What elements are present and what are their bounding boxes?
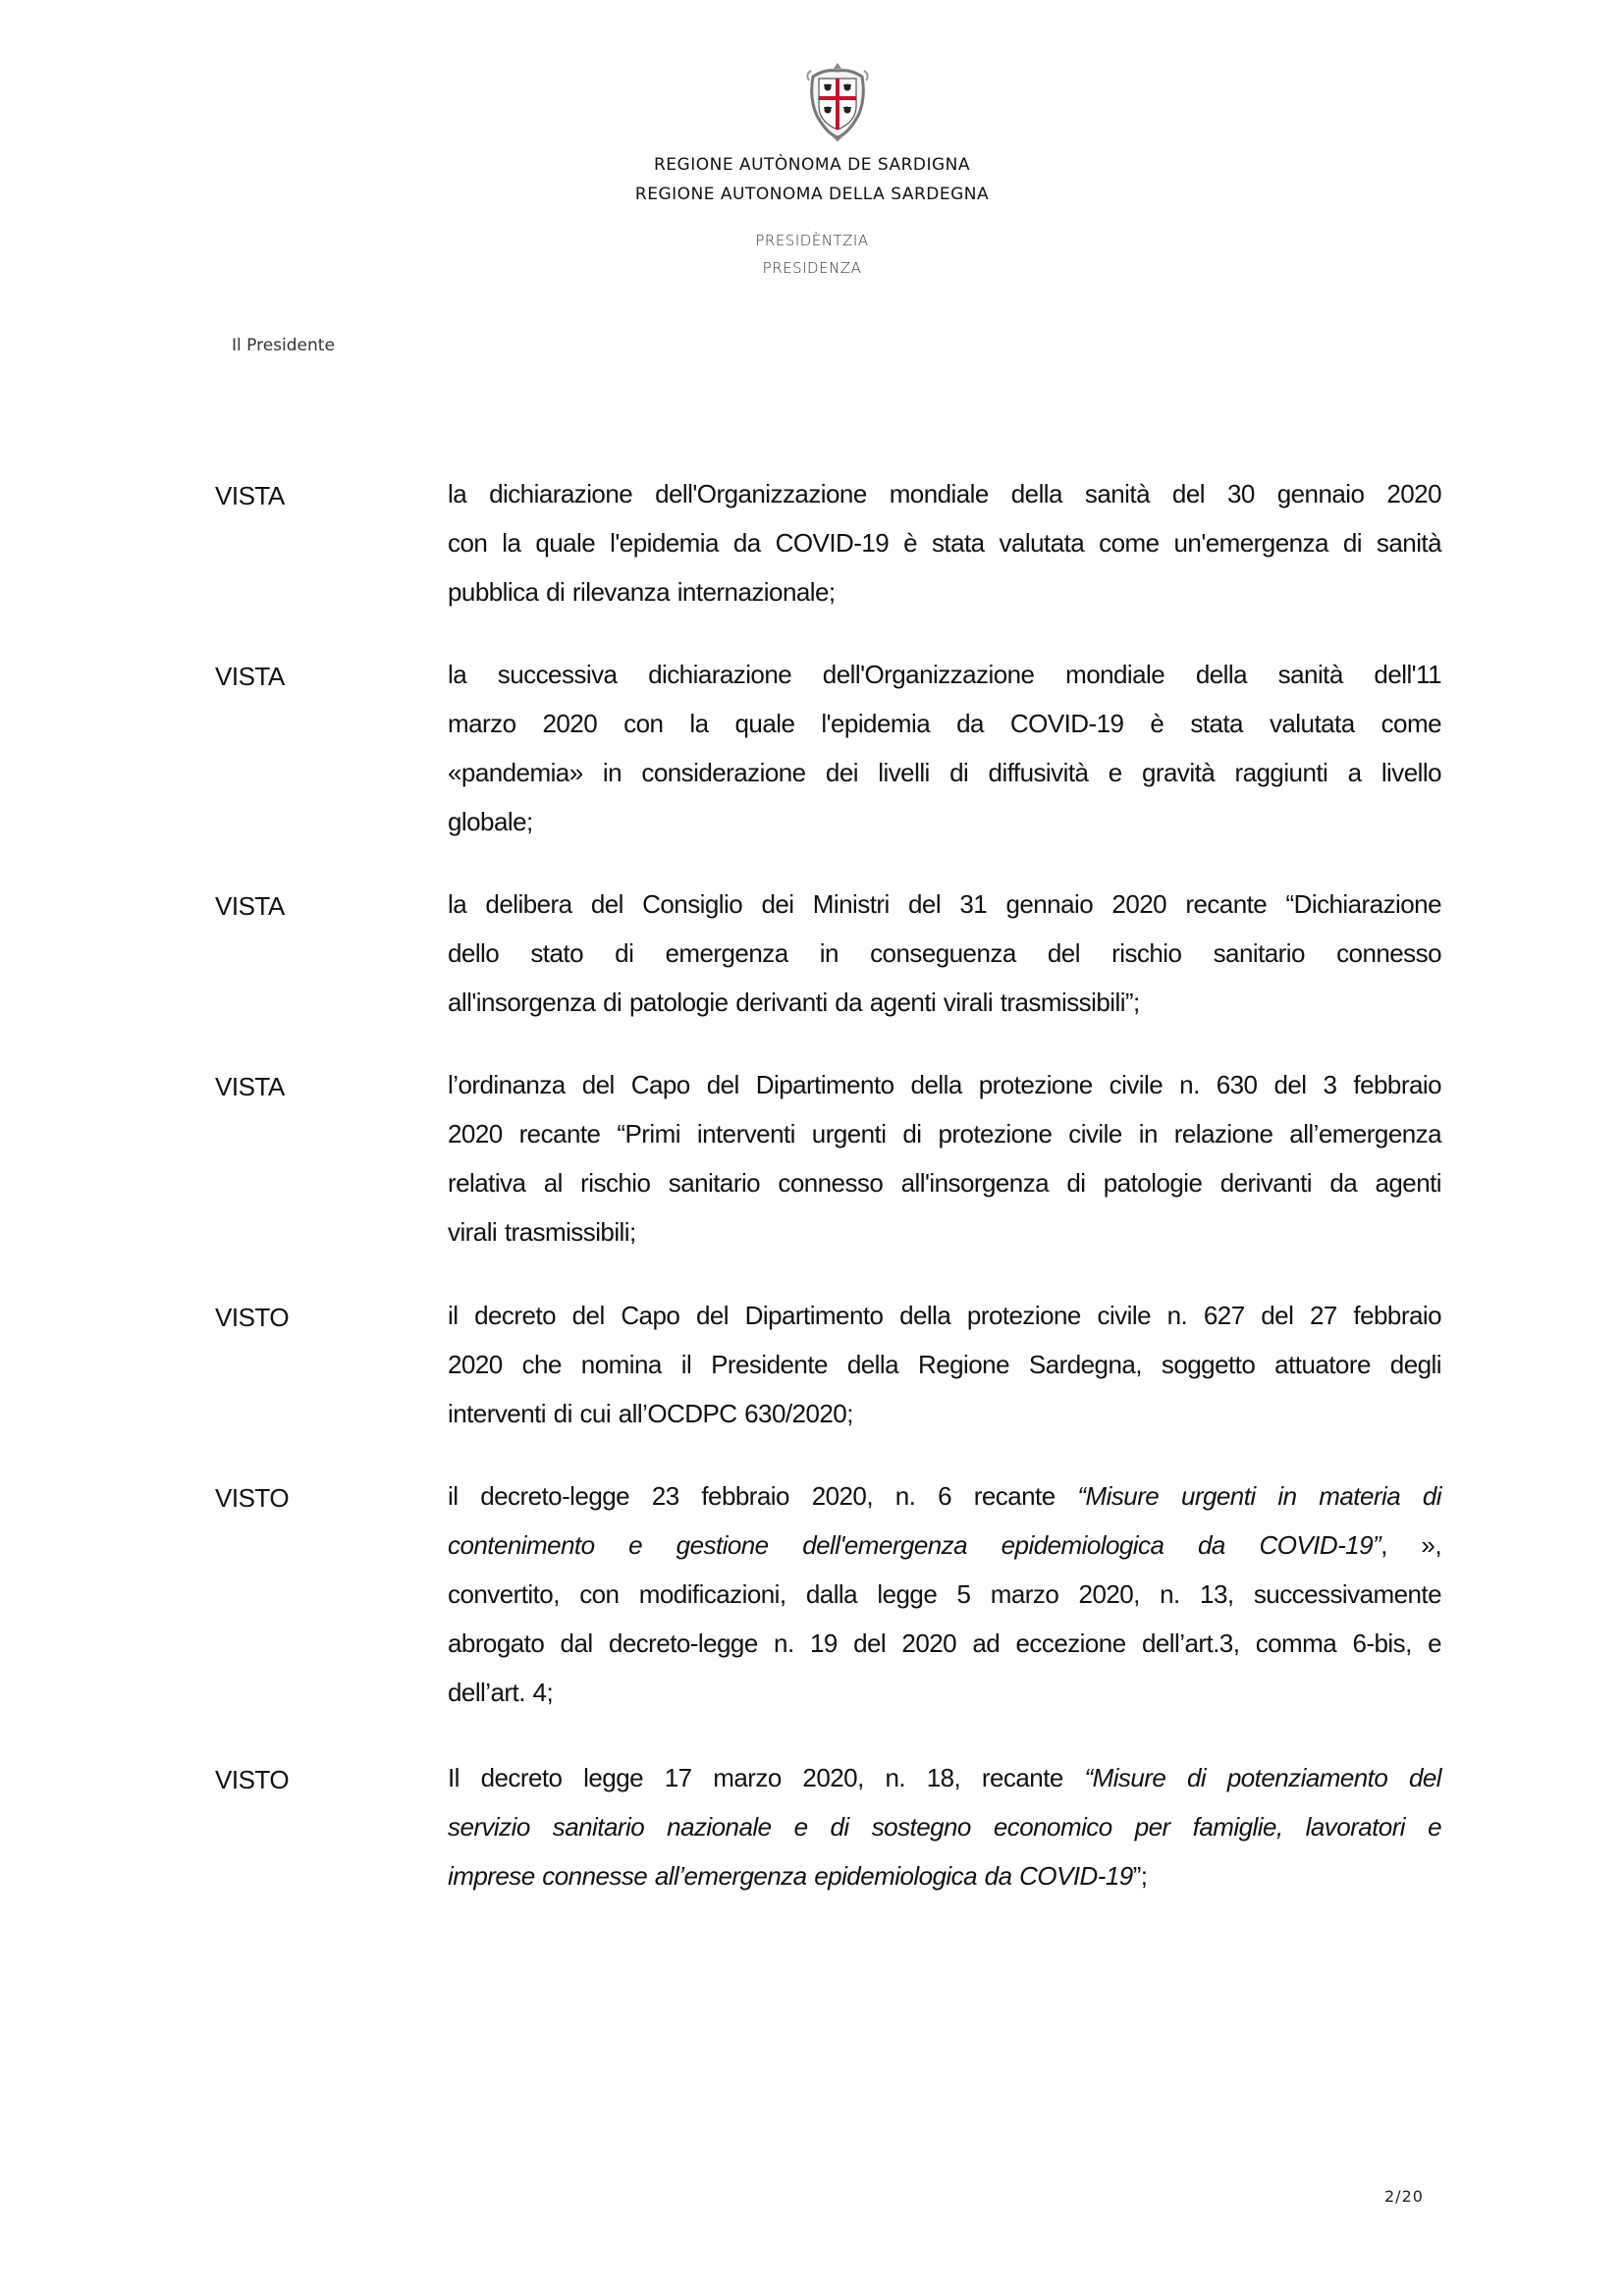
- text-line: [448, 650, 1441, 699]
- text-run: la delibera del Consiglio dei Ministri del 31 gennaio 2020 recante “Dichiarazione: [448, 889, 1441, 919]
- text-line: [448, 1291, 1441, 1340]
- text-line: [448, 1753, 1441, 1802]
- recital-text: [448, 1471, 1441, 1717]
- text-line: [448, 1619, 1441, 1668]
- recital-text: [448, 1753, 1441, 1900]
- text-line: [448, 699, 1441, 748]
- text-run: marzo 2020 con la quale l'epidemia da COVID-19 è stata valutata come: [448, 709, 1441, 738]
- text-line: [448, 469, 1441, 518]
- text-run: con la quale l'epidemia da COVID-19 è stata valutata come un'emergenza di sanità: [448, 528, 1441, 558]
- text-run: ”;: [1132, 1861, 1148, 1891]
- office-name-sardinian: PRESIDÈNTZIA: [755, 232, 869, 249]
- page-number: 2/20: [1384, 2187, 1424, 2206]
- text-line: [448, 518, 1441, 567]
- region-name-italian: REGIONE AUTONOMA DELLA SARDEGNA: [634, 185, 990, 204]
- italic-citation: “Misure urgenti in materia di: [1077, 1481, 1441, 1511]
- text-line: [448, 1668, 1441, 1717]
- italic-citation: contenimento e gestione dell'emergenza epidemiologica da COVID-19”: [448, 1530, 1381, 1560]
- text-line: [448, 978, 1441, 1027]
- text-line: [448, 880, 1441, 929]
- text-line: [448, 748, 1441, 797]
- recital-label: VISTO: [215, 1483, 290, 1513]
- coat-of-arms-icon: [803, 59, 872, 141]
- text-run: l’ordinanza del Capo del Dipartimento della protezione civile n. 630 del 3 febbraio: [448, 1070, 1441, 1099]
- text-line: [448, 1109, 1441, 1158]
- recital-text: [448, 1060, 1441, 1256]
- text-line: [448, 1802, 1441, 1851]
- recital-text: [448, 880, 1441, 1027]
- recital-text: [448, 650, 1441, 846]
- text-line: [448, 1060, 1441, 1109]
- text-run: convertito, con modificazioni, dalla legge 5 marzo 2020, n. 13, successivamente: [448, 1579, 1441, 1609]
- text-run: 2020 che nomina il Presidente della Regione Sardegna, soggetto attuatore degli: [448, 1350, 1441, 1379]
- text-run: il decreto del Capo del Dipartimento della protezione civile n. 627 del 27 febbraio: [448, 1301, 1441, 1330]
- text-run: dell’art. 4;: [448, 1678, 554, 1707]
- recital-label: VISTO: [215, 1765, 290, 1794]
- text-run: pubblica di rilevanza internazionale;: [448, 577, 836, 607]
- text-run: interventi di cui all’OCDPC 630/2020;: [448, 1399, 853, 1428]
- text-run: «pandemia» in considerazione dei livelli di diffusività e gravità raggiunti a livello: [448, 758, 1441, 787]
- text-run: , »,: [1380, 1530, 1441, 1560]
- text-run: il decreto-legge 23 febbraio 2020, n. 6 recante: [448, 1481, 1078, 1511]
- signer-title: Il Presidente: [232, 336, 335, 355]
- text-run: relativa al rischio sanitario connesso all'insorgenza di patologie derivanti da agenti: [448, 1168, 1441, 1198]
- text-line: [448, 929, 1441, 978]
- text-run: Il decreto legge 17 marzo 2020, n. 18, recante: [448, 1763, 1085, 1792]
- text-line: [448, 1521, 1441, 1570]
- text-run: abrogato dal decreto-legge n. 19 del 2020 ad eccezione dell’art.3, comma 6-bis, e: [448, 1629, 1441, 1658]
- italic-citation: “Misure di potenziamento del: [1084, 1763, 1441, 1792]
- text-line: [448, 1158, 1441, 1207]
- text-run: la successiva dichiarazione dell'Organizzazione mondiale della sanità dell'11: [448, 660, 1441, 689]
- recital-label: VISTO: [215, 1303, 290, 1332]
- italic-citation: imprese connesse all’emergenza epidemiologica da COVID-19: [448, 1861, 1133, 1891]
- recital-text: [448, 469, 1441, 616]
- office-name-italian: PRESIDENZA: [762, 259, 862, 277]
- text-run: virali trasmissibili;: [448, 1217, 636, 1247]
- text-line: [448, 1851, 1441, 1900]
- italic-citation: servizio sanitario nazionale e di sostegno economico per famiglie, lavoratori e: [448, 1812, 1441, 1842]
- recital-label: VISTA: [215, 1072, 285, 1101]
- text-run: dello stato di emergenza in conseguenza del rischio sanitario connesso: [448, 938, 1441, 968]
- text-line: [448, 1207, 1441, 1256]
- text-run: la dichiarazione dell'Organizzazione mondiale della sanità del 30 gennaio 2020: [448, 479, 1441, 508]
- text-line: [448, 1389, 1441, 1438]
- region-name-sardinian: REGIONE AUTÒNOMA DE SARDIGNA: [653, 155, 971, 175]
- recital-label: VISTA: [215, 891, 285, 921]
- recital-label: VISTA: [215, 662, 285, 691]
- text-line: [448, 1340, 1441, 1389]
- text-line: [448, 1471, 1441, 1521]
- text-run: globale;: [448, 807, 533, 836]
- text-line: [448, 567, 1441, 616]
- text-run: 2020 recante “Primi interventi urgenti di protezione civile in relazione all’emergenza: [448, 1119, 1441, 1148]
- recital-text: [448, 1291, 1441, 1438]
- text-line: [448, 797, 1441, 846]
- recital-label: VISTA: [215, 481, 285, 510]
- text-line: [448, 1570, 1441, 1619]
- text-run: all'insorgenza di patologie derivanti da agenti virali trasmissibili”;: [448, 988, 1140, 1017]
